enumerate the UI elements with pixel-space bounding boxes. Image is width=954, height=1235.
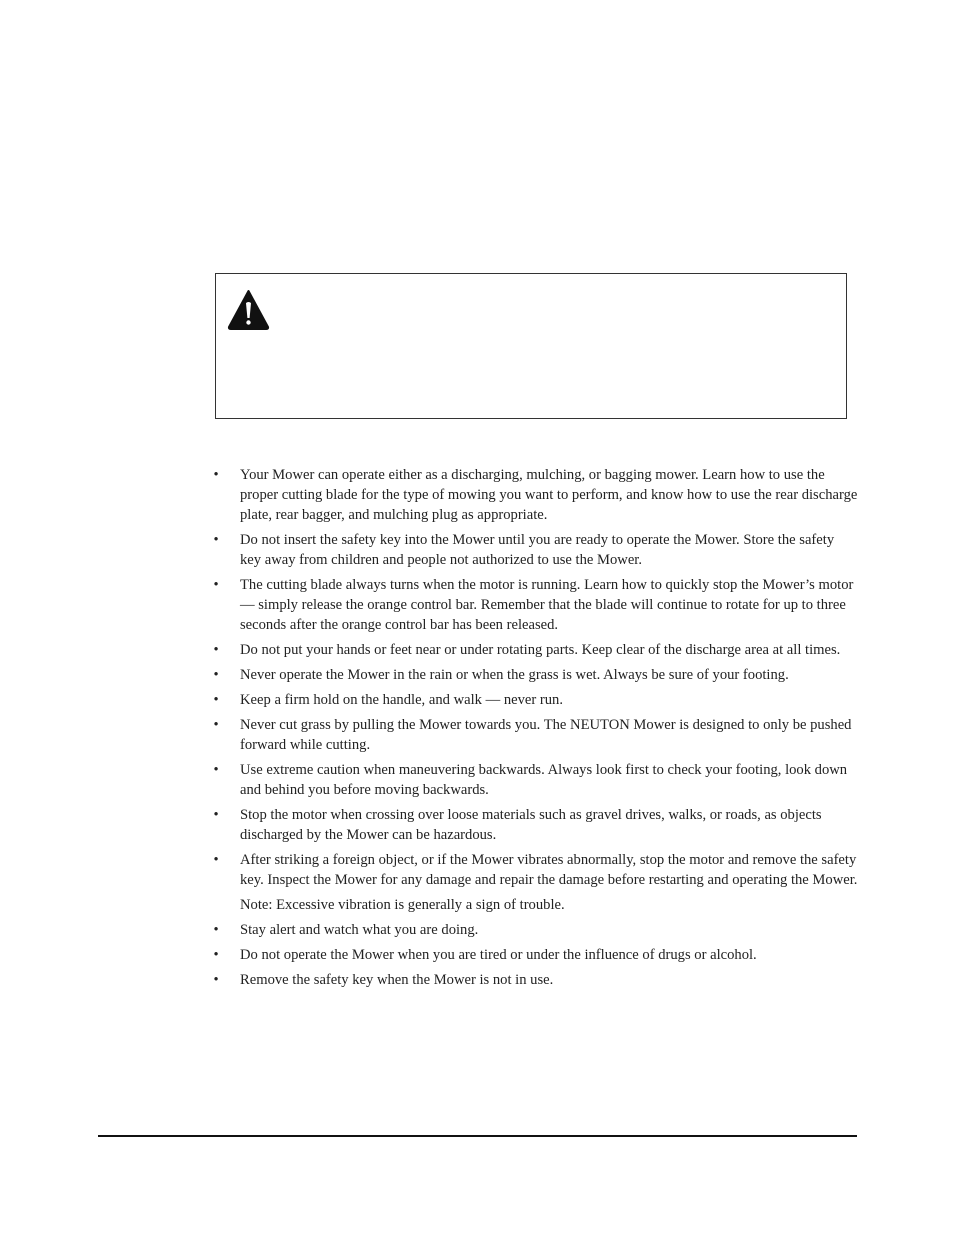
bullet: • <box>213 972 219 988</box>
bullet: • <box>213 762 219 778</box>
bullet: • <box>213 852 219 868</box>
list-item <box>210 575 858 635</box>
list-item <box>210 715 858 755</box>
list-item <box>210 690 858 710</box>
bullet: • <box>213 947 219 963</box>
note-text: Note: Excessive vibration is generally a sign of trouble. <box>240 897 565 913</box>
bullet: • <box>213 717 219 733</box>
bullet: • <box>213 642 219 658</box>
bullet: • <box>213 667 219 683</box>
bullet: • <box>213 577 219 593</box>
list-item-text: Never operate the Mower in the rain or when the grass is wet. Always be sure of your footing. <box>240 667 789 683</box>
safety-list <box>210 465 858 995</box>
list-item <box>210 970 858 990</box>
bullet: • <box>213 922 219 938</box>
list-item <box>210 945 858 965</box>
list-item <box>210 760 858 800</box>
list-item-text: Stop the motor when crossing over loose materials such as gravel drives, walks, or roads, as objects discharged by the Mower can be hazardous. <box>240 807 822 843</box>
list-item <box>210 850 858 890</box>
list-item <box>210 805 858 845</box>
list-item-text: Never cut grass by pulling the Mower towards you. The NEUTON Mower is designed to only be pushed forward while cutting. <box>240 717 852 753</box>
list-item <box>210 530 858 570</box>
list-item <box>210 920 858 940</box>
list-item-text: Remove the safety key when the Mower is not in use. <box>240 972 554 988</box>
list-item <box>210 640 858 660</box>
list-item-text: Keep a firm hold on the handle, and walk — never run. <box>240 692 563 708</box>
warning-triangle-icon <box>227 289 270 330</box>
list-item <box>210 665 858 685</box>
list-item-text: After striking a foreign object, or if the Mower vibrates abnormally, stop the motor and remove the safety key. Inspect the Mower for any damage and repair the damage before restarting and operating the Mower. <box>240 852 858 888</box>
list-item-text: The cutting blade always turns when the motor is running. Learn how to quickly stop the Mower’s motor — simply release the orange control bar. Remember that the blade will continue to rotate for up to three seconds after the orange control bar has been released. <box>240 577 854 633</box>
note-item <box>210 895 858 915</box>
footer-rule <box>98 1135 857 1137</box>
list-item-text: Stay alert and watch what you are doing. <box>240 922 479 938</box>
list-item-text: Your Mower can operate either as a discharging, mulching, or bagging mower. Learn how to use the proper cutting blade for the type of mowing you want to perform, and know how to use the rear discharge plate, rear bagger, and mulching plug as appropriate. <box>240 467 858 523</box>
bullet: • <box>213 532 219 548</box>
list-item-text: Do not insert the safety key into the Mower until you are ready to operate the Mower. Store the safety key away from children and people not authorized to use the Mower. <box>240 532 835 568</box>
bullet: • <box>213 467 219 483</box>
list-item-text: Do not put your hands or feet near or under rotating parts. Keep clear of the discharge area at all times. <box>240 642 841 658</box>
bullet: • <box>213 692 219 708</box>
warning-box <box>215 273 847 419</box>
list-item <box>210 465 858 525</box>
bullet: • <box>213 807 219 823</box>
list-item-text: Use extreme caution when maneuvering backwards. Always look first to check your footing, look down and behind you before moving backwards. <box>240 762 848 798</box>
list-item-text: Do not operate the Mower when you are tired or under the influence of drugs or alcohol. <box>240 947 757 963</box>
